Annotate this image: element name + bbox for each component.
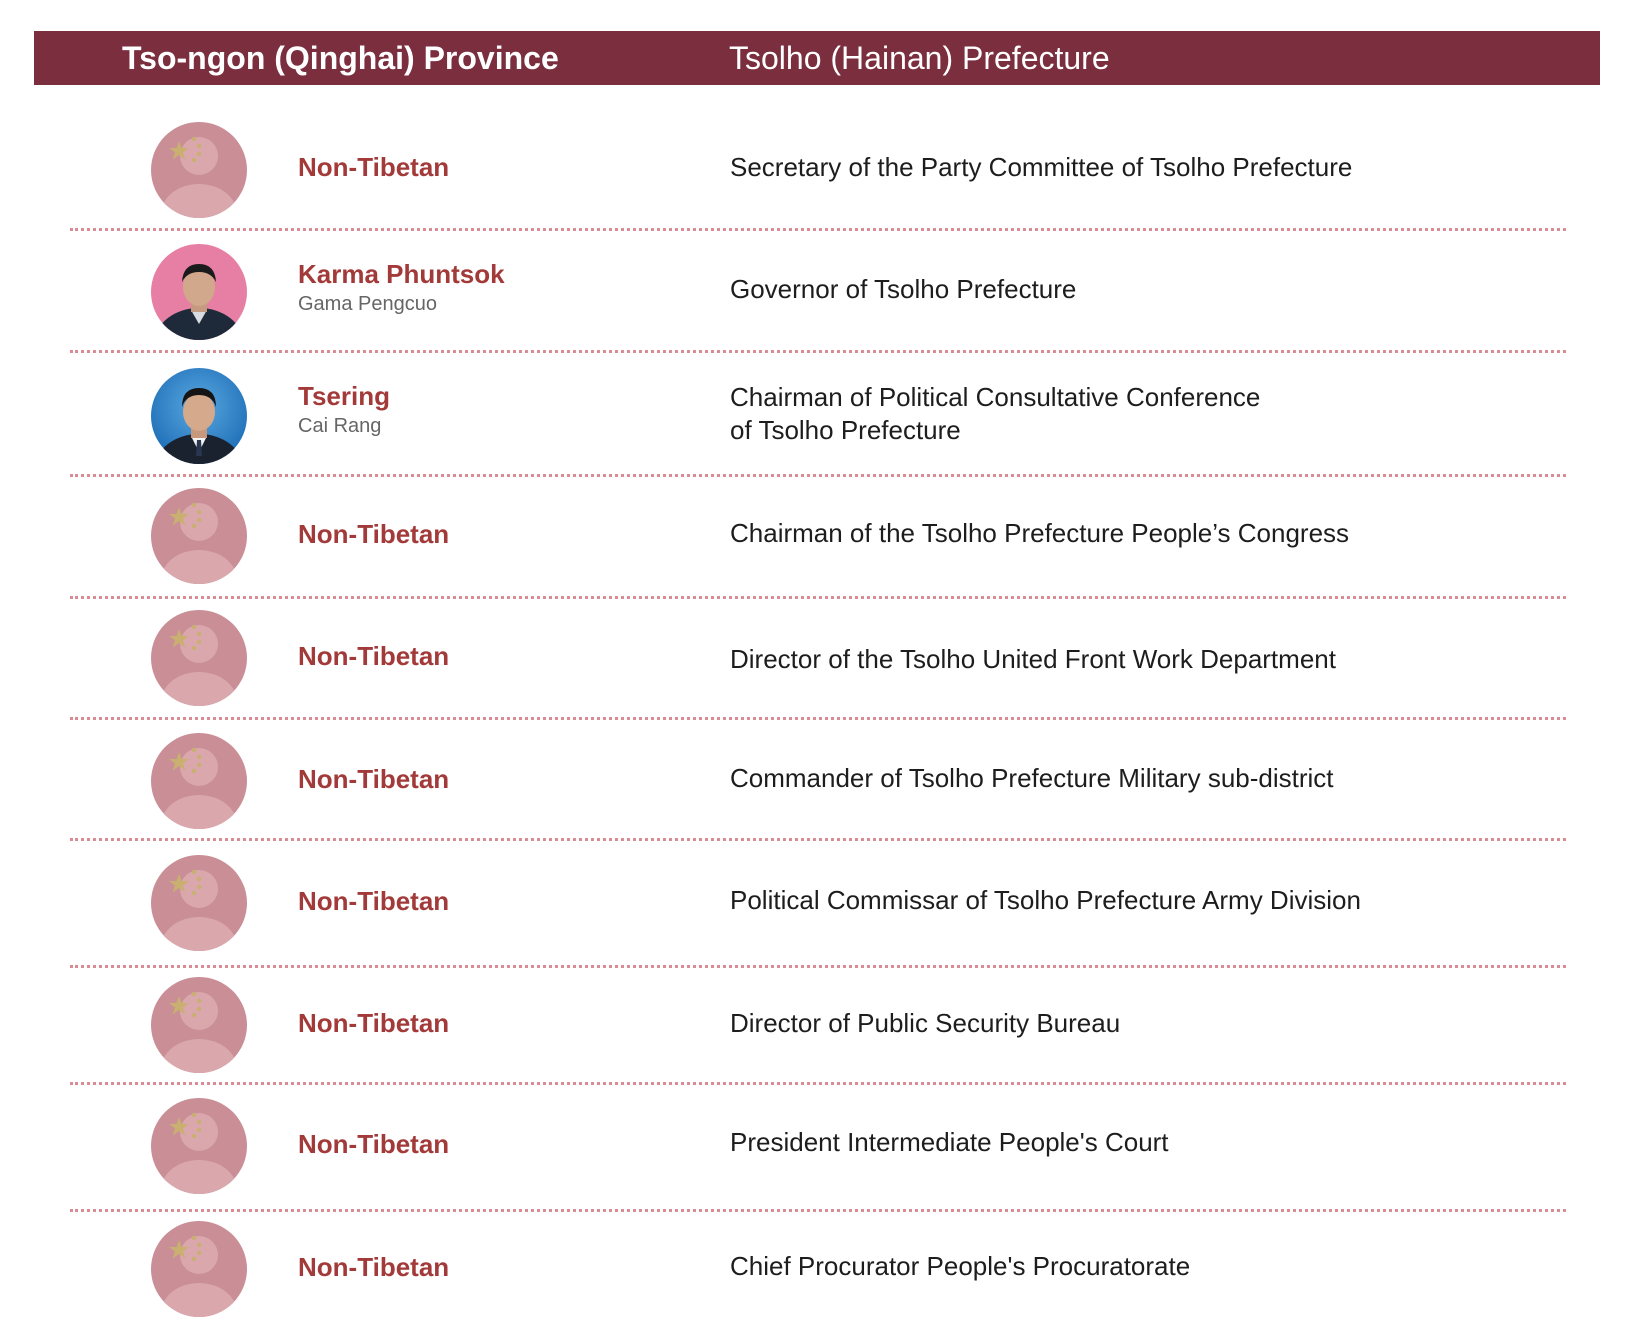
official-position: Chief Procurator People's Procuratorate [730,1251,1191,1281]
portrait-photo [151,244,247,340]
official-position: Chairman of the Tsolho Prefecture People’s Congress [730,518,1350,548]
placeholder-avatar-icon [151,610,247,706]
official-position: Commander of Tsolho Prefecture Military sub-district [730,763,1334,793]
row-divider [70,350,1566,353]
official-pinyin-name: Gama Pengcuo [298,293,437,315]
official-name: Non-Tibetan [298,519,450,549]
row-divider [70,596,1566,599]
china-flag-person-icon [151,122,247,218]
placeholder-avatar-icon [151,488,247,584]
china-flag-person-icon [151,733,247,829]
official-name: Non-Tibetan [298,1129,450,1159]
official-name: Tsering [298,381,390,411]
china-flag-person-icon [151,977,247,1073]
row-divider [70,1209,1566,1212]
official-portrait-avatar [151,244,247,340]
official-portrait-avatar [151,368,247,464]
portrait-photo [151,368,247,464]
official-position: Political Commissar of Tsolho Prefecture Army Division [730,885,1361,915]
china-flag-person-icon [151,855,247,951]
official-name-block [298,640,449,672]
row-divider [70,474,1566,477]
table-header-bar [34,31,1600,85]
china-flag-person-icon [151,488,247,584]
official-name: Non-Tibetan [298,886,450,916]
placeholder-avatar-icon [151,1098,247,1194]
china-flag-person-icon [151,1098,247,1194]
official-name: Non-Tibetan [298,641,450,671]
row-divider [70,228,1566,231]
official-name-block [298,763,449,795]
official-name: Karma Phuntsok [298,259,505,289]
official-name: Non-Tibetan [298,764,450,794]
official-name: Non-Tibetan [298,1008,450,1038]
placeholder-avatar-icon [151,977,247,1073]
china-flag-person-icon [151,610,247,706]
row-divider [70,1082,1566,1085]
official-position: Secretary of the Party Committee of Tsolho Prefecture [730,152,1353,182]
official-name-block [298,258,505,318]
official-name-block [298,1007,449,1039]
official-name-block [298,518,449,550]
official-name-block [298,380,390,440]
official-name-block [298,1128,449,1160]
official-position: Governor of Tsolho Prefecture [730,274,1077,304]
official-name-block [298,1251,449,1283]
placeholder-avatar-icon [151,1221,247,1317]
placeholder-avatar-icon [151,855,247,951]
official-pinyin-name: Cai Rang [298,415,382,437]
row-divider [70,965,1566,968]
official-position: Chairman of Political Consultative Conference of Tsolho Prefecture [730,382,1261,445]
placeholder-avatar-icon [151,733,247,829]
official-name-block [298,885,449,917]
placeholder-avatar-icon [151,122,247,218]
row-divider [70,838,1566,841]
official-name-block [298,151,449,183]
prefecture-heading: Tsolho (Hainan) Prefecture [729,40,1110,76]
official-position: Director of the Tsolho United Front Work Department [730,644,1336,674]
province-heading: Tso-ngon (Qinghai) Province [122,40,559,76]
official-position: Director of Public Security Bureau [730,1008,1121,1038]
china-flag-person-icon [151,1221,247,1317]
official-position: President Intermediate People's Court [730,1127,1169,1157]
row-divider [70,717,1566,720]
official-name: Non-Tibetan [298,1252,450,1282]
official-name: Non-Tibetan [298,152,450,182]
